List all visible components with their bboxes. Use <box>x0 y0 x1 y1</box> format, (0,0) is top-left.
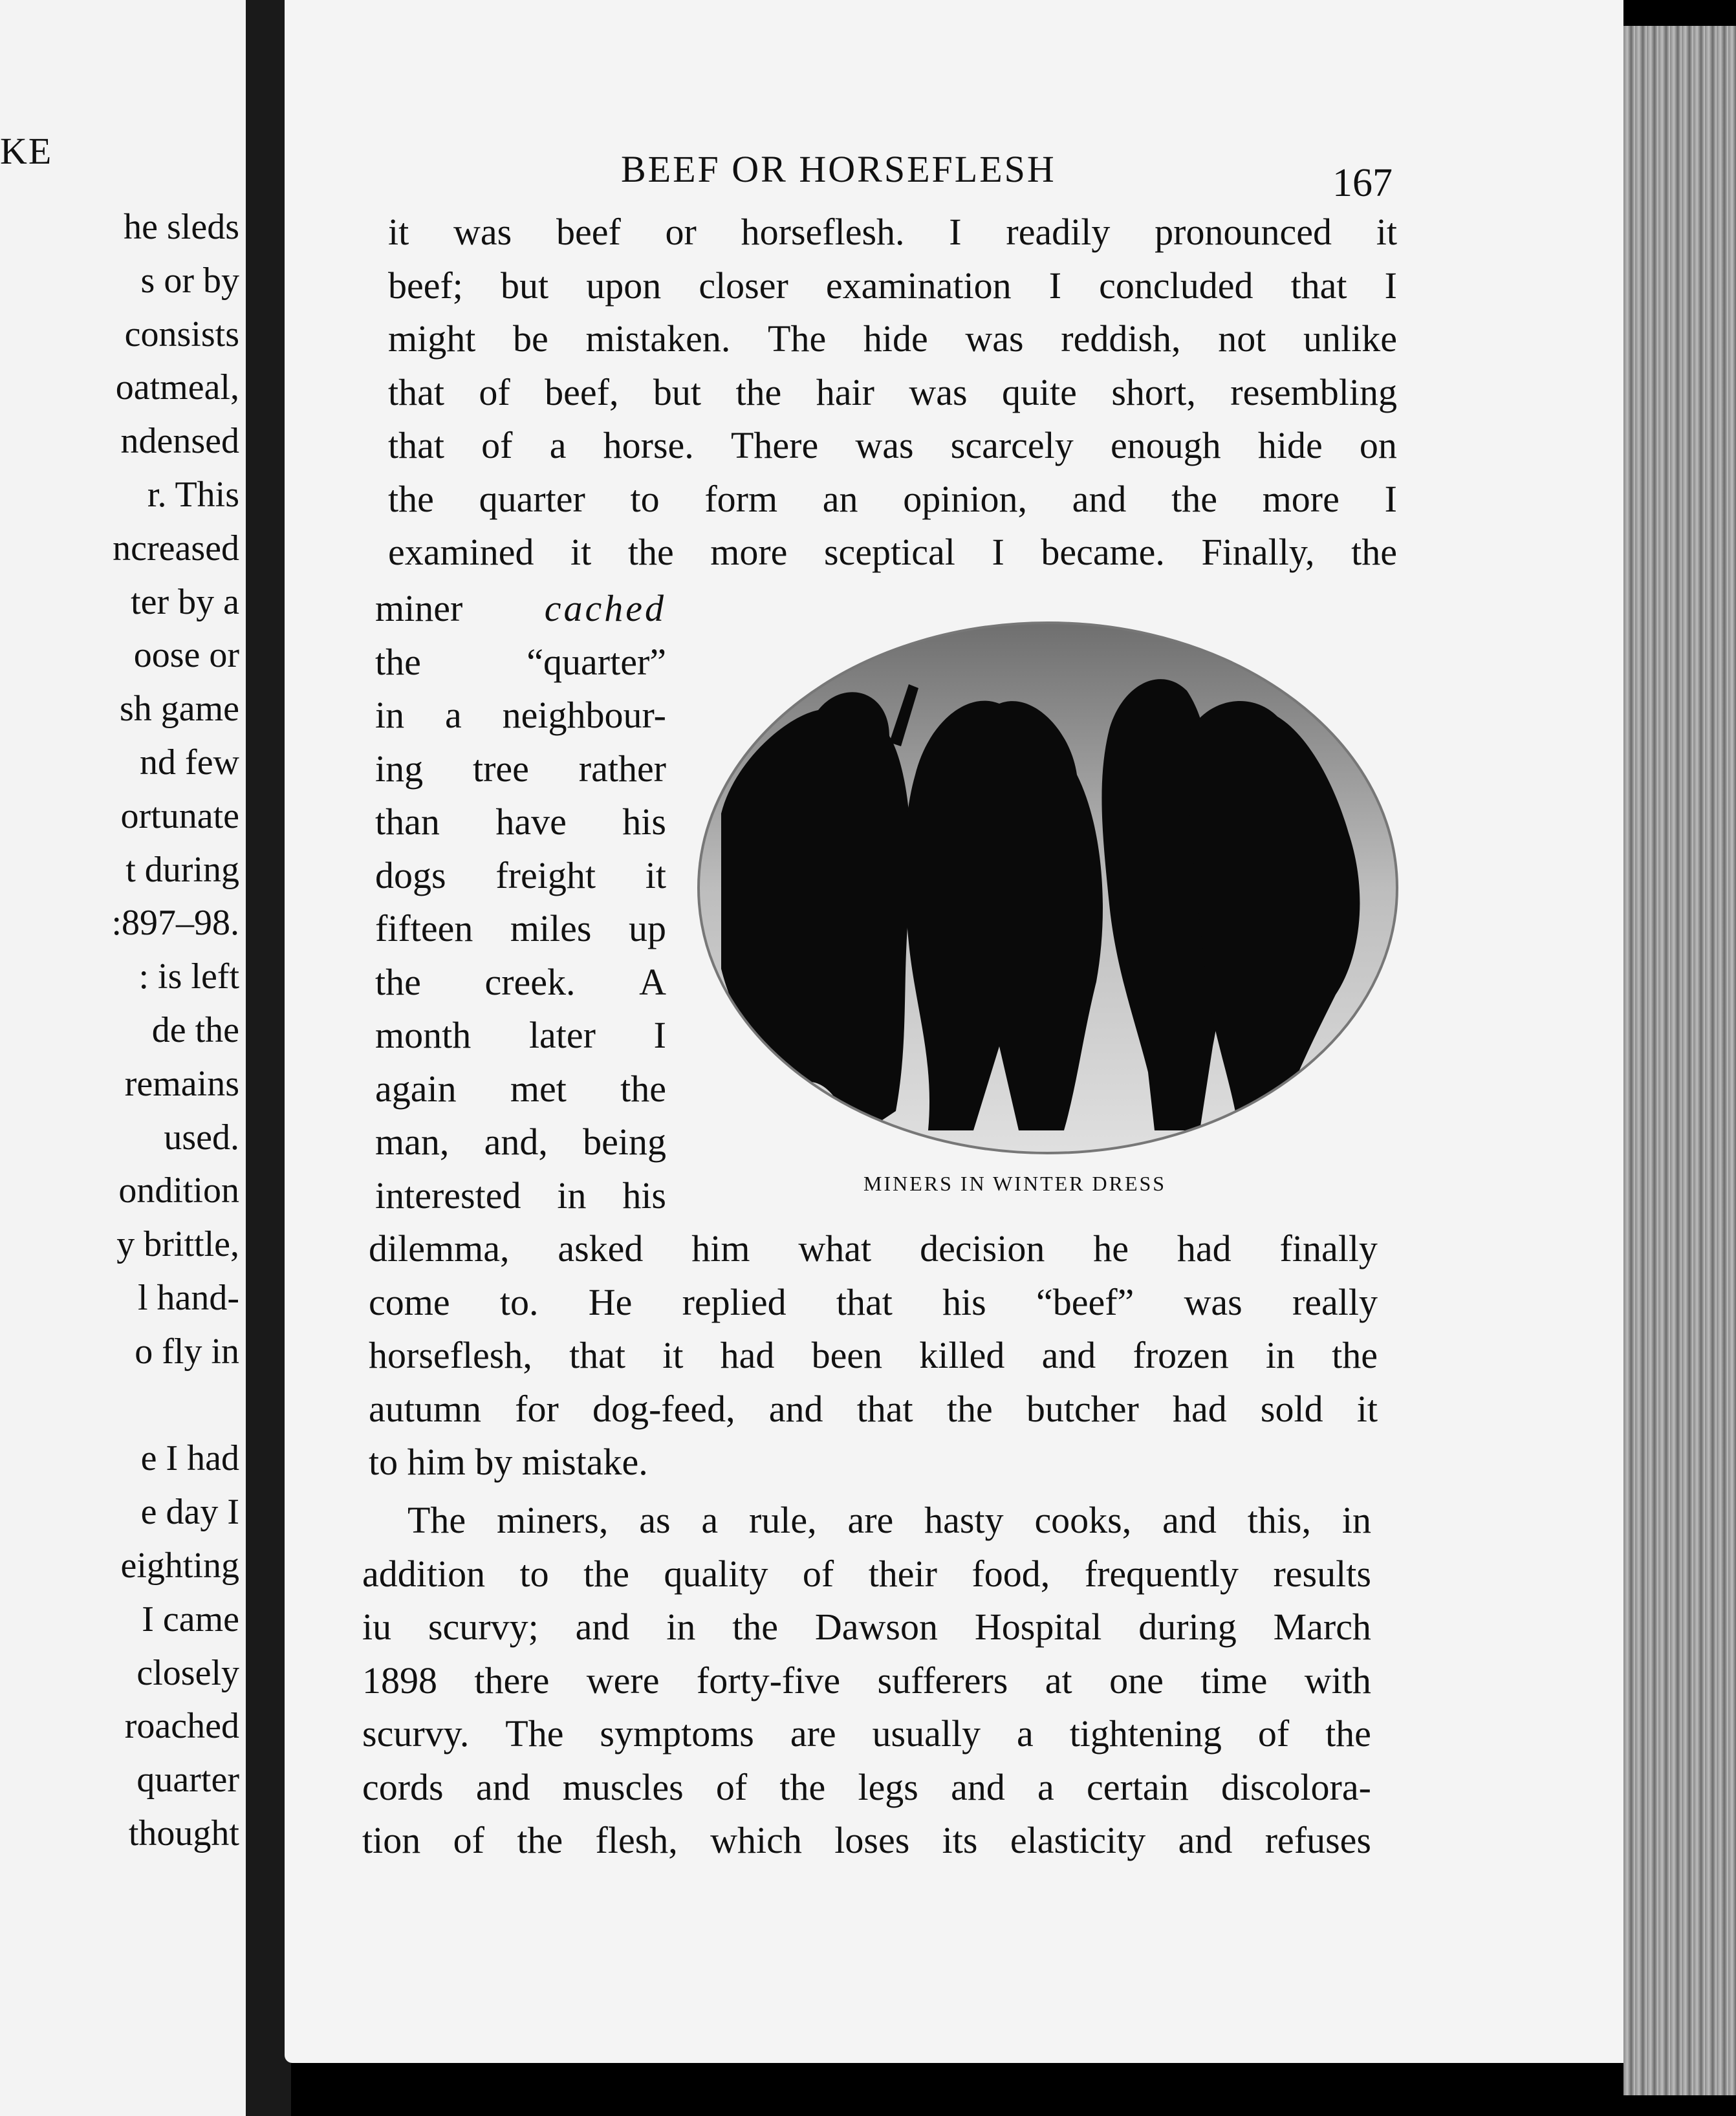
text-line: miner cached <box>375 587 666 629</box>
wrapped-text-block <box>375 582 666 1222</box>
left-page-line: oose or <box>133 635 239 676</box>
left-page-line: closely <box>136 1652 239 1693</box>
left-page-line: o fly in <box>135 1331 239 1372</box>
left-page-line: thought <box>128 1813 239 1853</box>
text-line: month later I <box>375 1014 666 1056</box>
text-line: might be mistaken. The hide was reddish, not unlike <box>388 318 1397 360</box>
running-title: BEEF OR HORSEFLESH <box>621 148 1056 190</box>
bottom-text-block <box>369 1222 1378 1489</box>
left-page-line: ortunate <box>120 795 239 836</box>
left-page-line: ndensed <box>120 421 239 462</box>
text-line: the “quarter” <box>375 640 666 683</box>
left-page-line: oatmeal, <box>115 367 239 408</box>
text-line: The miners, as a rule, are hasty cooks, and this, in <box>407 1499 1371 1541</box>
left-page-line: r. This <box>147 474 239 515</box>
text-line: the creek. A <box>375 960 666 1003</box>
left-page-line: he sleds <box>124 207 239 247</box>
figure-caption: MINERS IN WINTER DRESS <box>863 1172 1167 1195</box>
left-page-line: e day I <box>140 1492 239 1533</box>
text-line: than have his <box>375 801 666 843</box>
left-page-line: s or by <box>140 260 239 301</box>
left-page-line: nd few <box>140 742 239 783</box>
text-line: addition to the quality of their food, frequently results <box>362 1552 1371 1595</box>
text-line: ing tree rather <box>375 747 666 790</box>
left-page-header: KE <box>0 130 53 172</box>
top-text-block <box>388 206 1397 579</box>
left-page-line: ondition <box>118 1171 239 1211</box>
left-page-line: de the <box>151 1009 239 1050</box>
left-page-line: eighting <box>120 1545 239 1586</box>
text-line: 1898 there were forty-five sufferers at one time with <box>362 1659 1371 1701</box>
text-line: that of beef, but the hair was quite short, resembling <box>388 371 1397 413</box>
text-line: the quarter to form an opinion, and the more I <box>388 477 1397 520</box>
page-number: 167 <box>1332 161 1393 205</box>
text-line: tion of the flesh, which loses its elasticity and refuses <box>362 1819 1371 1861</box>
left-page-line: consists <box>124 314 239 354</box>
text-line: again met the <box>375 1067 666 1110</box>
text-line: dogs freight it <box>375 854 666 896</box>
second-paragraph <box>362 1494 1371 1868</box>
miners-silhouette-image <box>695 620 1400 1156</box>
left-page-line: I came <box>142 1599 239 1639</box>
text-line: beef; but upon closer examination I concluded that I <box>388 264 1397 307</box>
text-line: that of a horse. There was scarcely enough hide on <box>388 424 1397 466</box>
text-line: it was beef or horseflesh. I readily pronounced it <box>388 211 1397 253</box>
text-line: autumn for dog-feed, and that the butcher had sold it <box>369 1387 1378 1430</box>
left-page-line: roached <box>124 1706 239 1747</box>
text-line: man, and, being <box>375 1121 666 1163</box>
left-page-line: :897–98. <box>111 903 239 944</box>
left-page-line: l hand- <box>137 1277 239 1318</box>
text-line: iu scurvy; and in the Dawson Hospital during March <box>362 1606 1371 1648</box>
left-page-text <box>111 200 239 1861</box>
left-page-line: y brittle, <box>116 1224 239 1265</box>
text-line: come to. He replied that his “beef” was really <box>369 1280 1378 1323</box>
left-page-line: remains <box>124 1063 239 1104</box>
left-page <box>0 0 246 2116</box>
left-page-line: ter by a <box>131 581 239 622</box>
text-line: horseflesh, that it had been killed and frozen in the <box>369 1334 1378 1376</box>
left-page-line: quarter <box>136 1760 239 1800</box>
text-line: dilemma, asked him what decision he had finally <box>369 1227 1378 1269</box>
left-page-line: sh game <box>119 689 239 729</box>
miners-photograph <box>695 620 1400 1156</box>
page-edges <box>1623 26 1736 2095</box>
left-page-line: t during <box>125 849 239 890</box>
text-line: to him by mistake. <box>369 1441 648 1483</box>
text-line: interested in his <box>375 1174 666 1216</box>
text-line: in a neighbour- <box>375 694 666 736</box>
left-page-line: : is left <box>138 956 239 997</box>
text-line: scurvy. The symptoms are usually a tightening of the <box>362 1712 1371 1754</box>
left-page-line: ncreased <box>113 528 239 568</box>
left-page-line: used. <box>164 1117 239 1158</box>
text-line: fifteen miles up <box>375 907 666 949</box>
text-line: examined it the more sceptical I became. Finally, the <box>388 531 1397 573</box>
text-line: cords and muscles of the legs and a certain discolora- <box>362 1765 1371 1808</box>
left-page-line: e I had <box>140 1438 239 1479</box>
left-page-line <box>111 1379 239 1432</box>
